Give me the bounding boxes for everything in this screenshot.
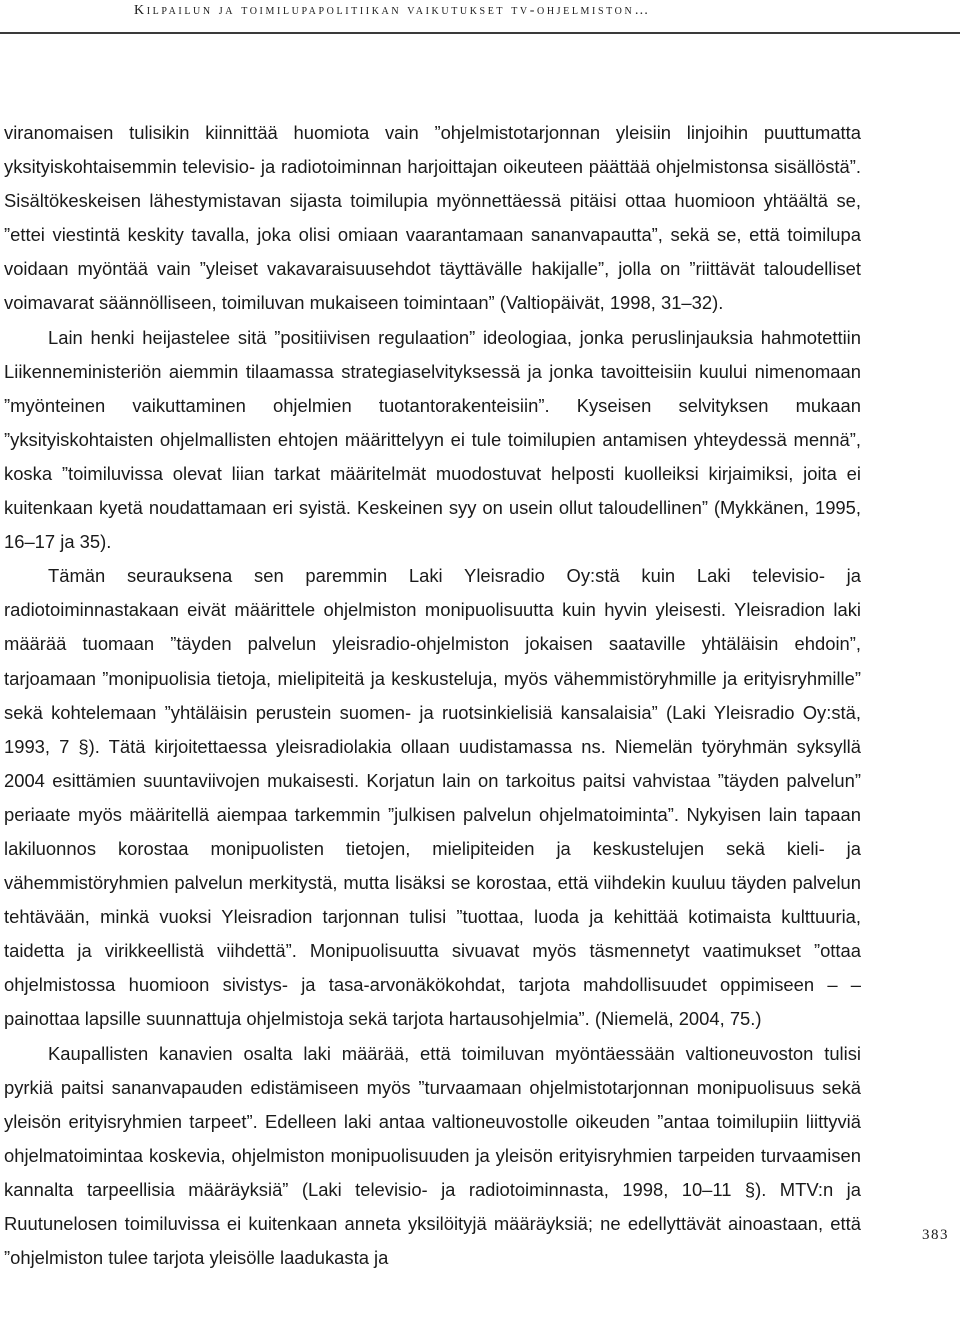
paragraph-3: Tämän seurauksena sen paremmin Laki Yleisradio Oy:stä kuin Laki televisio- ja radiotoiminnastakaan eivät määrittele ohjelmiston monipuolisuutta kuin hyvin yleisesti. Yleisradion laki määrää tuomaan ”täyden palvelun yleisradio-ohjelmiston jokaisen saataville yhtäläisin ehdoin”, tarjoamaan ”monipuolisia tietoja, mielipiteitä ja keskusteluja, myös vähemmistöryhmille ja erityisryhmille” sekä kohtelemaan ”yhtäläisin perustein suomen- ja ruotsinkielisiä kansalaisia” (Laki Yleisradio Oy:stä, 1993, 7 §). Tätä kirjoitettaessa yleisradiolakia ollaan uudistamassa ns. Niemelän työryhmän syksyllä 2004 esittämien suuntaviivojen mukaisesti. Korjatun lain on tarkoitus paitsi vahvistaa ”täyden palvelun” periaate myös määritellä aiempaa tarkemmin ”julkisen palvelun ohjelmatoiminta”. Nykyisen lain tapaan lakiluonnos korostaa monipuolisten tietojen, mielipiteiden ja keskustelujen sekä kieli- ja vähemmistöryhmien palvelun merkitystä, mutta lisäksi se korostaa, että viihdekin kuuluu täyden palvelun tehtävään, minkä vuoksi Yleisradion tarjonnan tulisi ”tuottaa, luoda ja kehittää kotimaista kulttuuria, taidetta ja virikkeellistä viihdettä”. Monipuolisuutta sivuavat myös täsmennetyt vaatimukset ”ottaa ohjelmistossa huomioon sivistys- ja tasa-arvonäkökohdat, tarjota mahdollisuudet oppimiseen – – painottaa lapsille suunnattuja ohjelmistoja sekä tarjota hartausohjelmia”. (Niemelä, 2004, 75.) [4, 565, 861, 1030]
paragraph-4: Kaupallisten kanavien osalta laki määrää, että toimiluvan myöntäessään valtioneuvoston tulisi pyrkiä paitsi sananvapauden edistämiseen myös ”turvaamaan ohjelmistotarjonnan monipuolisuus sekä yleisön erityisryhmien tarpeet”. Edelleen laki antaa valtioneuvostolle oikeuden ”antaa toimilupiin liittyviä ohjelmatoimintaa koskevia, ohjelmiston monipuolisuuden ja yleisön erityisryhmien tarpeiden turvaamisen kannalta tarpeellisia määräyksiä” (Laki televisio- ja radiotoiminnasta, 1998, 10–11 §). MTV:n ja Ruutunelosen toimiluvissa ei kuitenkaan anneta yksilöityjä määräyksiä; ne edellyttävät ainoastaan, että ”ohjelmiston tulee tarjota yleisölle laadukasta ja [4, 1042, 861, 1269]
paragraph-2: Lain henki heijastelee sitä ”positiivisen regulaation” ideologiaa, jonka peruslinjauksia hahmotettiin Liikenneministeriön aiemmin tilaamassa strategiaselvityksessä ja jonka tavoitteisiin kuului nimenomaan ”myönteinen vaikuttaminen ohjelmien tuotantorakenteisiin”. Kyseisen selvityksen mukaan ”yksityiskohtaisten ohjelmallisten ehtojen määrittelyyn ei tule toimilupien antamisen yhteydessä mennä”, koska ”toimiluvissa olevat liian tarkat määritelmät muodostuvat helposti kuolleiksi kirjaimiksi, joita ei kuitenkaan kyetä noudattamaan eri syistä. Keskeinen syy on usein ollut taloudellinen” (Mykkänen, 1995, 16–17 ja 35). [4, 326, 861, 553]
paragraph-1: viranomaisen tulisikin kiinnittää huomiota vain ”ohjelmistotarjonnan yleisiin linjoihin puuttumatta yksityiskohtaisemmin televisio- ja radiotoiminnan harjoittajan oikeuteen päättää ohjelmistonsa sisällöstä”. Sisältökeskeisen lähestymistavan sijasta toimilupia myönnettäessä pitäisi ottaa huomioon yhtäältä se, ”ettei viestintä keskity tavalla, joka olisi omiaan vaarantamaan sananvapautta”, sekä se, että toimilupa voidaan myöntää vain ”yleiset vakavaraisuusehdot täyttävälle hakijalle”, jolla on ”riittävät taloudelliset voimavarat säännölliseen, toimiluvan mukaiseen toimintaan” (Valtiopäivät, 1998, 31–32). [4, 122, 861, 314]
body-text [4, 116, 861, 1275]
running-header-title: Kilpailun ja toimilupapolitiikan vaikutukset tv-ohjelmiston… [134, 3, 651, 18]
running-header [0, 0, 960, 34]
page-number: 383 [922, 1227, 949, 1243]
